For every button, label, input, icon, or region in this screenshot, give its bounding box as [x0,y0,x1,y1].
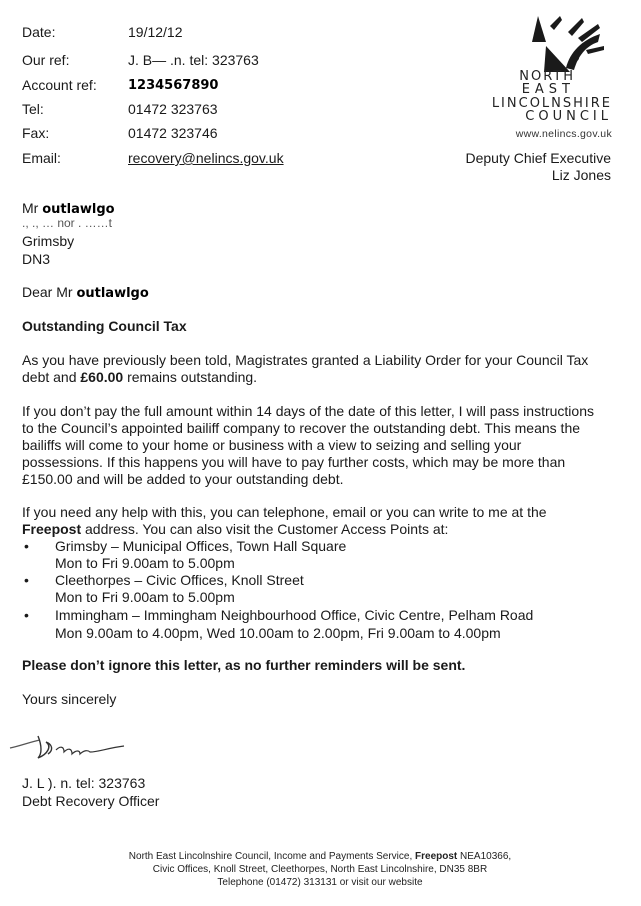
para3-text: If you need any help with this, you can telephone, email or you can write to me at the [22,504,547,520]
bullet-icon: • [24,538,29,554]
account-ref-label: Account ref: [22,77,97,93]
signature-image [8,728,128,766]
account-ref-value: 1234567890 [128,78,219,93]
paragraph-help [22,504,592,538]
recipient-town: Grimsby [22,233,75,249]
footer [60,850,580,889]
greeting [22,284,149,301]
recipient-name: outlawlgo [42,202,115,217]
recipient-postcode: DN3 [22,251,51,267]
list-item-hours: Mon to Fri 9.00am to 5.00pm [55,555,235,571]
greeting-name: outlawlgo [76,286,149,301]
list-item-hours: Mon to Fri 9.00am to 5.00pm [55,589,235,605]
logo-line-north: NORTH [519,69,575,84]
footer-line1 [60,850,580,863]
our-ref-label: Our ref: [22,52,70,68]
para3-text-end: address. You can also visit the Customer Access Points at: [81,521,449,537]
list-item-place: Cleethorpes – Civic Offices, Knoll Street [55,572,304,588]
fax-value: 01472 323746 [128,125,218,141]
email-link[interactable]: recovery@nelincs.gov.uk [128,150,284,166]
subject-heading: Outstanding Council Tax [22,318,187,334]
paragraph-liability-order [22,352,598,386]
paragraph-bailiff-warning: If you don’t pay the full amount within 14 days of the date of this letter, I will pass instructions to the Council’s appointed bailiff company to recover the outstanding debt. This means the bailiffs will come to your home or business with a view to seizing and selling your possessions. If this happens you will have to pay further costs, which may be more than £150.00 and will be added to your outstanding debt. [22,403,594,487]
sender-title: Deputy Chief Executive [465,150,611,166]
para1-text-end: remains outstanding. [123,369,258,385]
signatory-role: Debt Recovery Officer [22,793,160,809]
list-item-hours: Mon 9.00am to 4.00pm, Wed 10.00am to 2.00pm, Fri 9.00am to 4.00pm [55,625,501,641]
our-ref-value: J. B— .n. tel: 323763 [128,52,259,68]
footer-line1-text: North East Lincolnshire Council, Income and Payments Service, [128,851,416,862]
recipient-street: ., ., … nor . ……t [22,216,113,230]
warning-text: Please don’t ignore this letter, as no further reminders will be sent. [22,657,466,673]
footer-freepost: Freepost [415,851,458,862]
logo-line-lincolnshire: LINCOLNSHIRE [491,96,612,111]
signatory-ref: J. L ). n. tel: 323763 [22,775,146,791]
outstanding-amount: £60.00 [80,369,124,385]
recipient-name-line [22,200,115,217]
bullet-icon: • [24,607,29,623]
footer-line2: Civic Offices, Knoll Street, Cleethorpes, North East Lincolnshire, DN35 8BR [152,864,488,875]
date-label: Date: [22,24,56,40]
footer-line3: Telephone (01472) 313131 or visit our website [217,877,423,888]
bullet-icon: • [24,572,29,588]
fax-label: Fax: [22,125,50,141]
list-item-place: Grimsby – Municipal Offices, Town Hall Square [55,538,347,554]
list-item-place: Immingham – Immingham Neighbourhood Office, Civic Centre, Pelham Road [55,607,534,623]
greeting-prefix: Dear Mr [22,284,73,300]
sender-name: Liz Jones [551,167,611,183]
date-value: 19/12/12 [128,24,183,40]
logo-line-council: COUNCIL [525,109,612,124]
logo-url: www.nelincs.gov.uk [515,128,612,140]
recipient-prefix: Mr [22,200,39,216]
freepost-bold: Freepost [22,521,82,537]
footer-line1-end: NEA10366, [457,851,512,862]
tel-value: 01472 323763 [128,101,218,117]
email-label: Email: [22,150,61,166]
closing-text: Yours sincerely [22,691,117,707]
para1-text: As you have previously been told, Magistrates granted a Liability Order for your Council Tax debt and [22,352,589,385]
tel-label: Tel: [22,101,44,117]
logo-line-east: EAST [521,82,575,97]
